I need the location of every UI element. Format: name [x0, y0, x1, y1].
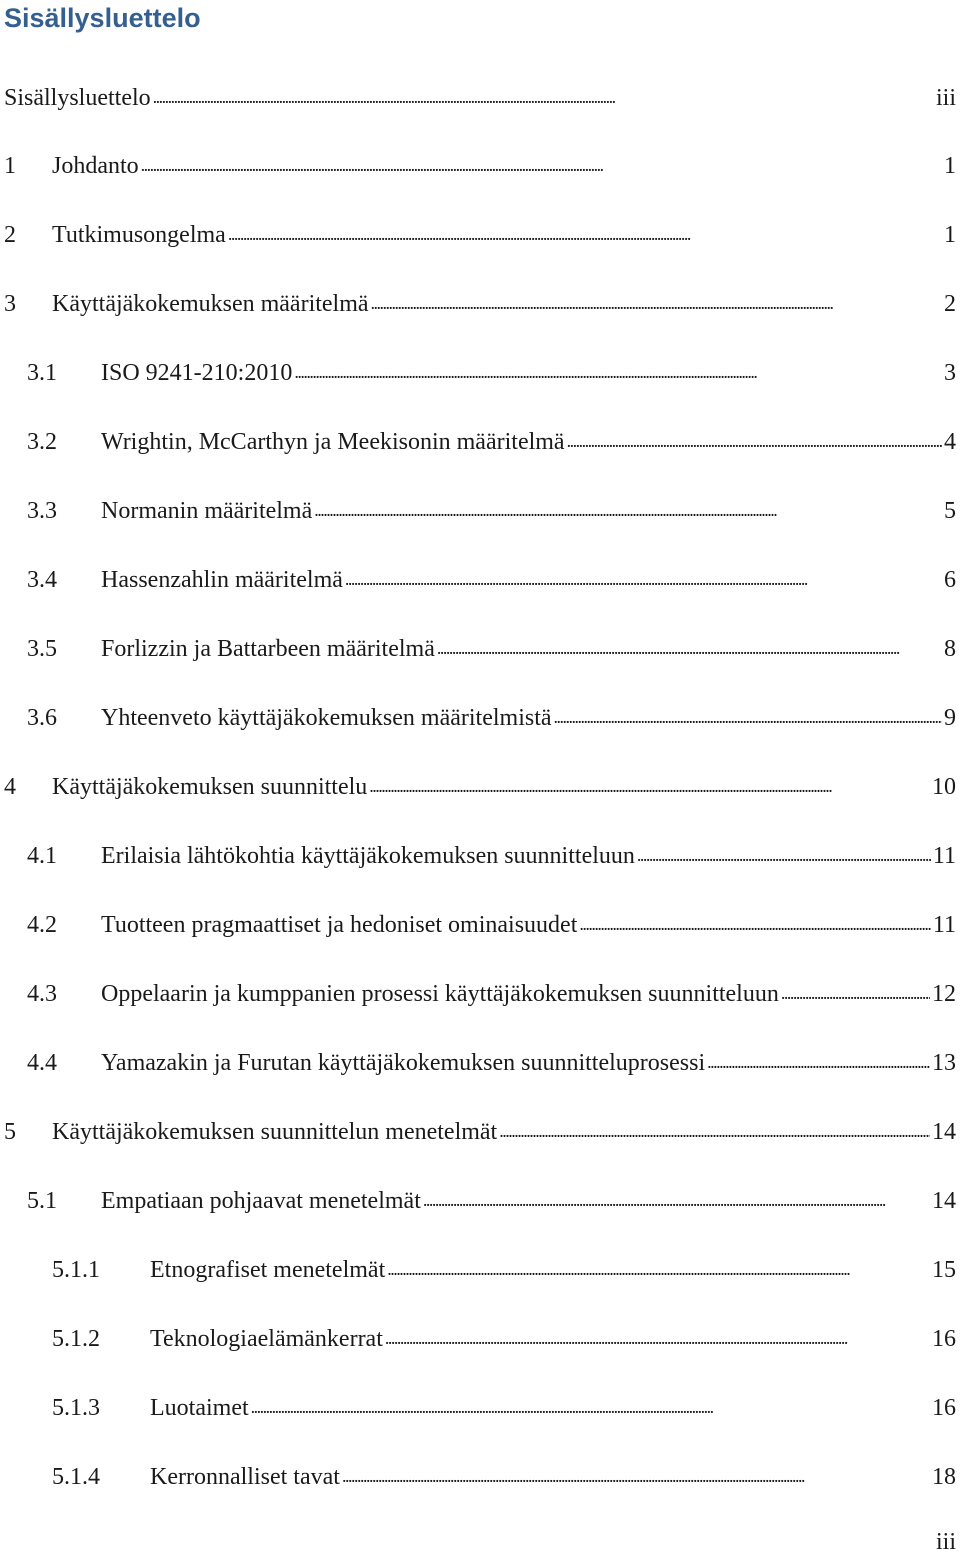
toc-entry-page: 10 — [932, 774, 956, 800]
toc-entry-3-6[interactable] — [27, 700, 956, 736]
toc-entry-title: Tutkimusongelma — [52, 222, 226, 248]
toc-entry-title: Tuotteen pragmaattiset ja hedoniset ominaisuudet — [101, 912, 578, 938]
toc-entry-number: 3.5 — [27, 636, 57, 662]
toc-entry-5-1-2[interactable] — [52, 1321, 956, 1357]
dot-leader — [294, 353, 942, 390]
dot-leader — [369, 767, 930, 804]
toc-entry-2[interactable] — [4, 217, 956, 253]
toc-entry-page: 8 — [944, 636, 956, 662]
dot-leader — [342, 1457, 930, 1494]
toc-entry-3-2[interactable] — [27, 424, 956, 460]
toc-entry-number: 4.3 — [27, 981, 57, 1007]
toc-entry-3-4[interactable] — [27, 562, 956, 598]
toc-entry-title: Käyttäjäkokemuksen suunnittelun menetelmät — [52, 1119, 498, 1145]
dot-leader — [141, 146, 942, 183]
toc-entry-number: 3.2 — [27, 429, 57, 455]
toc-entry-page: 1 — [944, 153, 956, 179]
page-title: Sisällysluettelo — [4, 3, 201, 33]
dot-leader — [314, 491, 942, 528]
toc-entry-number: 5.1.4 — [52, 1464, 100, 1490]
dot-leader — [387, 1250, 930, 1287]
toc-entry-3-5[interactable] — [27, 631, 956, 667]
toc-entry-3-3[interactable] — [27, 493, 956, 529]
toc-entry-number: 4.1 — [27, 843, 57, 869]
dot-leader — [707, 1043, 930, 1080]
toc-entry-5-1-3[interactable] — [52, 1390, 956, 1426]
toc-entry-4-3[interactable] — [27, 976, 956, 1012]
toc-entry-page: 11 — [932, 912, 956, 938]
toc-entry-number: 3 — [4, 291, 16, 317]
toc-entry-page: 18 — [932, 1464, 956, 1490]
dot-leader — [228, 215, 942, 252]
toc-entry-page: 14 — [932, 1188, 956, 1214]
toc-entry-page: 1 — [944, 222, 956, 248]
toc-entry-number: 3.1 — [27, 360, 57, 386]
toc-entry-3-1[interactable] — [27, 355, 956, 391]
dot-leader — [437, 629, 942, 666]
dot-leader — [251, 1388, 930, 1425]
toc-entry-3[interactable] — [4, 286, 956, 322]
toc-entry-title: Empatiaan pohjaavat menetelmät — [101, 1188, 421, 1214]
toc-entry-title: Yhteenveto käyttäjäkokemuksen määritelmistä — [101, 705, 552, 731]
toc-entry-title: Hassenzahlin määritelmä — [101, 567, 343, 593]
toc-entry-number: 3.3 — [27, 498, 57, 524]
toc-entry-title: Normanin määritelmä — [101, 498, 313, 524]
toc-entry-page: 14 — [932, 1119, 956, 1145]
dot-leader — [499, 1112, 930, 1149]
toc-entry-4-4[interactable] — [27, 1045, 956, 1081]
toc-entry-number: 5.1.3 — [52, 1395, 100, 1421]
toc-entry-number: 5.1.1 — [52, 1257, 100, 1283]
dot-leader — [554, 698, 942, 735]
toc-entry-5[interactable] — [4, 1114, 956, 1150]
toc-entry-page: 6 — [944, 567, 956, 593]
dot-leader — [345, 560, 942, 597]
toc-entry-4-1[interactable] — [27, 838, 956, 874]
toc-entry-page: 4 — [944, 429, 956, 455]
toc-entry-page: 11 — [932, 843, 956, 869]
toc-entry-page: iii — [935, 85, 956, 111]
toc-entry-number: 4.2 — [27, 912, 57, 938]
dot-leader — [637, 836, 931, 873]
toc-entry-number: 5 — [4, 1119, 16, 1145]
toc-entry-4-2[interactable] — [27, 907, 956, 943]
toc-entry-page: 16 — [932, 1326, 956, 1352]
toc-entry-5-1-4[interactable] — [52, 1459, 956, 1495]
toc-entry-title: Etnografiset menetelmät — [150, 1257, 386, 1283]
toc-entry-title: Käyttäjäkokemuksen suunnittelu — [52, 774, 368, 800]
toc-entry-title: ISO 9241-210:2010 — [101, 360, 293, 386]
toc-entry-page: 13 — [932, 1050, 956, 1076]
toc-entry-number: 3.6 — [27, 705, 57, 731]
toc-entry-title: Teknologiaelämänkerrat — [150, 1326, 383, 1352]
toc-entry-page: 12 — [932, 981, 956, 1007]
toc-entry-title: Yamazakin ja Furutan käyttäjäkokemuksen suunnitteluprosessi — [101, 1050, 706, 1076]
toc-entry-page: 15 — [932, 1257, 956, 1283]
toc-entry-title: Oppelaarin ja kumppanien prosessi käyttäjäkokemuksen suunnitteluun — [101, 981, 779, 1007]
toc-entry-5-1-1[interactable] — [52, 1252, 956, 1288]
toc-entry-number: 1 — [4, 153, 16, 179]
toc-entry-title: Sisällysluettelo — [4, 85, 151, 111]
dot-leader — [153, 78, 934, 115]
toc-entry-4[interactable] — [4, 769, 956, 805]
toc-entry-title: Johdanto — [52, 153, 139, 179]
toc-entry-5-1[interactable] — [27, 1183, 956, 1219]
toc-entry-page: 5 — [944, 498, 956, 524]
toc-entry-title: Luotaimet — [150, 1395, 249, 1421]
toc-entry-number: 5.1 — [27, 1188, 57, 1214]
toc-entry-number: 2 — [4, 222, 16, 248]
toc-entry-1[interactable] — [4, 148, 956, 184]
dot-leader — [567, 422, 942, 459]
toc-entry-title: Kerronnalliset tavat — [150, 1464, 340, 1490]
toc-entry-page: 9 — [944, 705, 956, 731]
toc-entry-number: 4.4 — [27, 1050, 57, 1076]
dot-leader — [781, 974, 930, 1011]
toc-entry-title: Käyttäjäkokemuksen määritelmä — [52, 291, 369, 317]
toc-entry-number: 5.1.2 — [52, 1326, 100, 1352]
toc-entry-number: 4 — [4, 774, 16, 800]
dot-leader — [385, 1319, 930, 1356]
toc-entry-title: Forlizzin ja Battarbeen määritelmä — [101, 636, 435, 662]
dot-leader — [423, 1181, 930, 1218]
dot-leader — [371, 284, 942, 321]
toc-entry-title: Wrightin, McCarthyn ja Meekisonin määritelmä — [101, 429, 565, 455]
toc-entry-page: 16 — [932, 1395, 956, 1421]
toc-entry-number: 3.4 — [27, 567, 57, 593]
page-number: iii — [935, 1529, 956, 1555]
dot-leader — [579, 905, 931, 942]
toc-entry-title: Erilaisia lähtökohtia käyttäjäkokemuksen suunnitteluun — [101, 843, 635, 869]
toc-entry-contents[interactable] — [4, 80, 956, 116]
toc-entry-page: 3 — [944, 360, 956, 386]
toc-entry-page: 2 — [944, 291, 956, 317]
